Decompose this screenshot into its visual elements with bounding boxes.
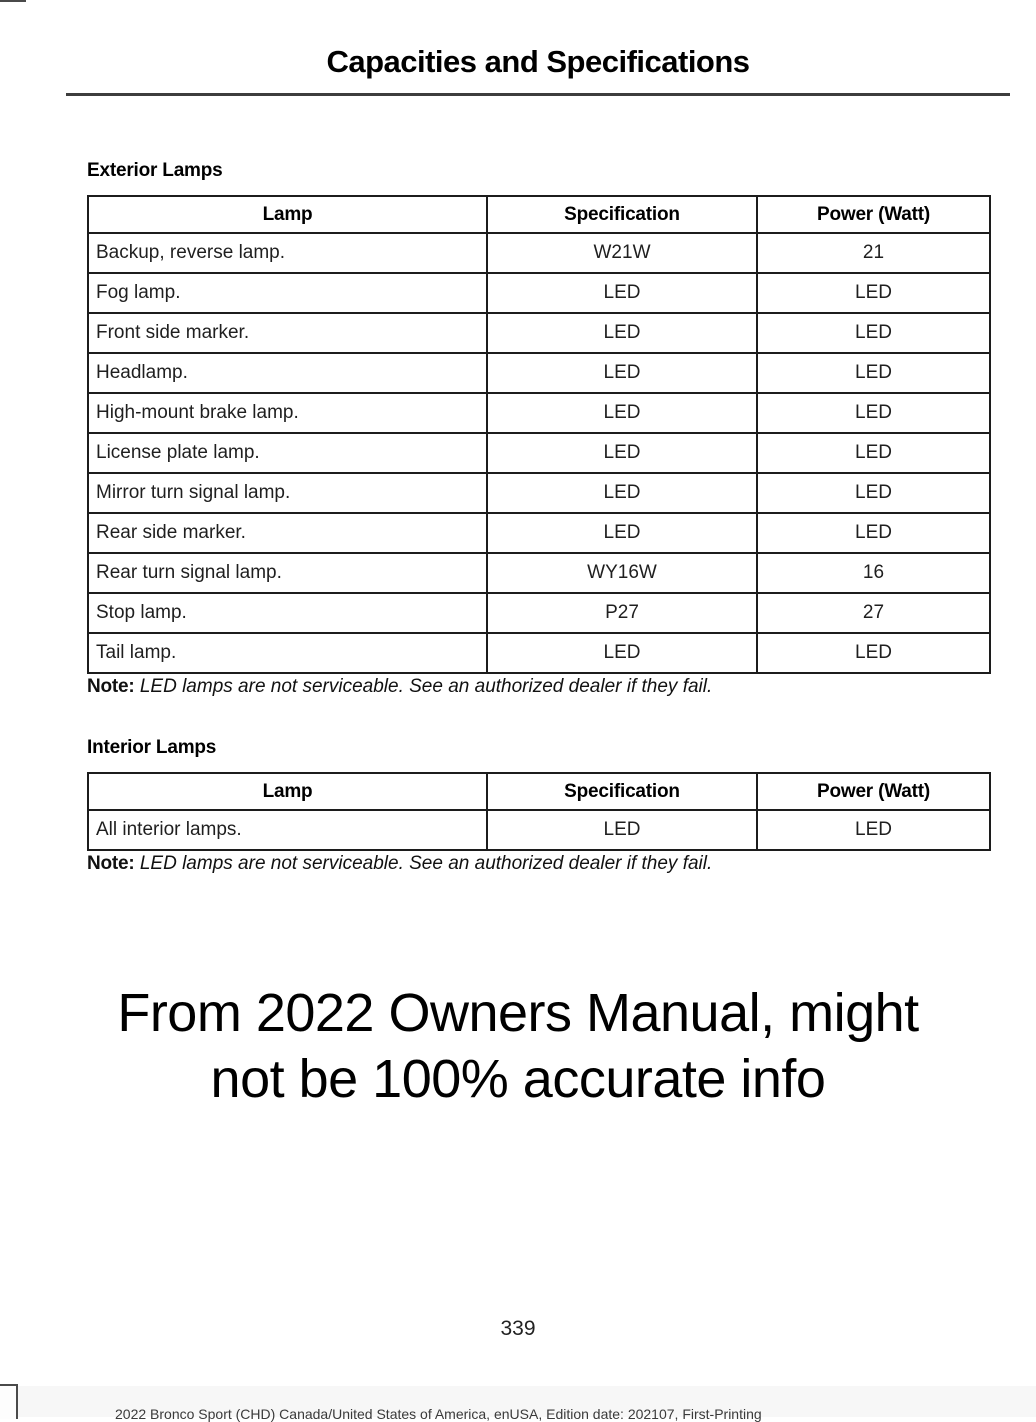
table-row	[88, 810, 990, 850]
lamp-name-cell: Tail lamp.	[88, 633, 487, 673]
exterior-lamps-table	[87, 195, 991, 674]
page-number: 339	[500, 1317, 536, 1340]
spec-cell: LED	[487, 473, 757, 513]
lamp-name-cell: Rear turn signal lamp.	[88, 553, 487, 593]
table-row	[88, 553, 990, 593]
column-header-power: Power (Watt)	[757, 196, 990, 233]
lamp-name-cell: Rear side marker.	[88, 513, 487, 553]
table-row	[88, 513, 990, 553]
power-cell: LED	[757, 393, 990, 433]
exterior-lamps-note	[87, 676, 712, 698]
lamp-name-cell: Front side marker.	[88, 313, 487, 353]
lamp-name-cell: All interior lamps.	[88, 810, 487, 850]
spec-cell: LED	[487, 393, 757, 433]
title-divider	[66, 93, 1010, 96]
spec-cell: P27	[487, 593, 757, 633]
exterior-lamps-heading: Exterior Lamps	[87, 160, 223, 181]
note-text: LED lamps are not serviceable. See an authorized dealer if they fail.	[139, 676, 713, 697]
power-cell: LED	[757, 313, 990, 353]
spec-cell: LED	[487, 810, 757, 850]
power-cell: LED	[757, 273, 990, 313]
annotation-line-1: From 2022 Owners Manual, might	[117, 983, 919, 1043]
column-header-specification: Specification	[487, 196, 757, 233]
annotation-line-2: not be 100% accurate info	[210, 1049, 826, 1109]
note-text: LED lamps are not serviceable. See an authorized dealer if they fail.	[139, 853, 713, 874]
column-header-lamp: Lamp	[88, 196, 487, 233]
lamp-name-cell: License plate lamp.	[88, 433, 487, 473]
table-row	[88, 593, 990, 633]
table-row	[88, 393, 990, 433]
spec-cell: LED	[487, 633, 757, 673]
table-row	[88, 273, 990, 313]
spec-cell: WY16W	[487, 553, 757, 593]
spec-cell: LED	[487, 513, 757, 553]
power-cell: LED	[757, 473, 990, 513]
table-row	[88, 233, 990, 273]
power-cell: LED	[757, 433, 990, 473]
table-header-row	[88, 196, 990, 233]
interior-lamps-note	[87, 853, 712, 875]
spec-cell: LED	[487, 313, 757, 353]
spec-cell: LED	[487, 353, 757, 393]
note-label: Note:	[87, 676, 135, 697]
power-cell: LED	[757, 810, 990, 850]
column-header-power: Power (Watt)	[757, 773, 990, 810]
table-header-row	[88, 773, 990, 810]
column-header-specification: Specification	[487, 773, 757, 810]
power-cell: LED	[757, 353, 990, 393]
annotation-text	[0, 980, 1036, 1112]
interior-lamps-heading: Interior Lamps	[87, 737, 217, 758]
power-cell: 27	[757, 593, 990, 633]
table-row	[88, 353, 990, 393]
lamp-name-cell: Mirror turn signal lamp.	[88, 473, 487, 513]
next-page-corner-mark	[0, 1384, 18, 1419]
lamp-name-cell: High-mount brake lamp.	[88, 393, 487, 433]
power-cell: 16	[757, 553, 990, 593]
spec-cell: W21W	[487, 233, 757, 273]
spec-cell: LED	[487, 273, 757, 313]
lamp-name-cell: Fog lamp.	[88, 273, 487, 313]
page-corner-mark	[0, 0, 26, 2]
lamp-name-cell: Stop lamp.	[88, 593, 487, 633]
table-row	[88, 313, 990, 353]
spec-cell: LED	[487, 433, 757, 473]
power-cell: LED	[757, 633, 990, 673]
page-title: Capacities and Specifications	[326, 44, 750, 79]
power-cell: 21	[757, 233, 990, 273]
table-row	[88, 473, 990, 513]
footer-edition-text: 2022 Bronco Sport (CHD) Canada/United States of America, enUSA, Edition date: 202107, First-Printing	[115, 1406, 762, 1422]
power-cell: LED	[757, 513, 990, 553]
interior-lamps-table	[87, 772, 991, 851]
lamp-name-cell: Headlamp.	[88, 353, 487, 393]
table-row	[88, 633, 990, 673]
note-label: Note:	[87, 853, 135, 874]
lamp-name-cell: Backup, reverse lamp.	[88, 233, 487, 273]
table-row	[88, 433, 990, 473]
column-header-lamp: Lamp	[88, 773, 487, 810]
